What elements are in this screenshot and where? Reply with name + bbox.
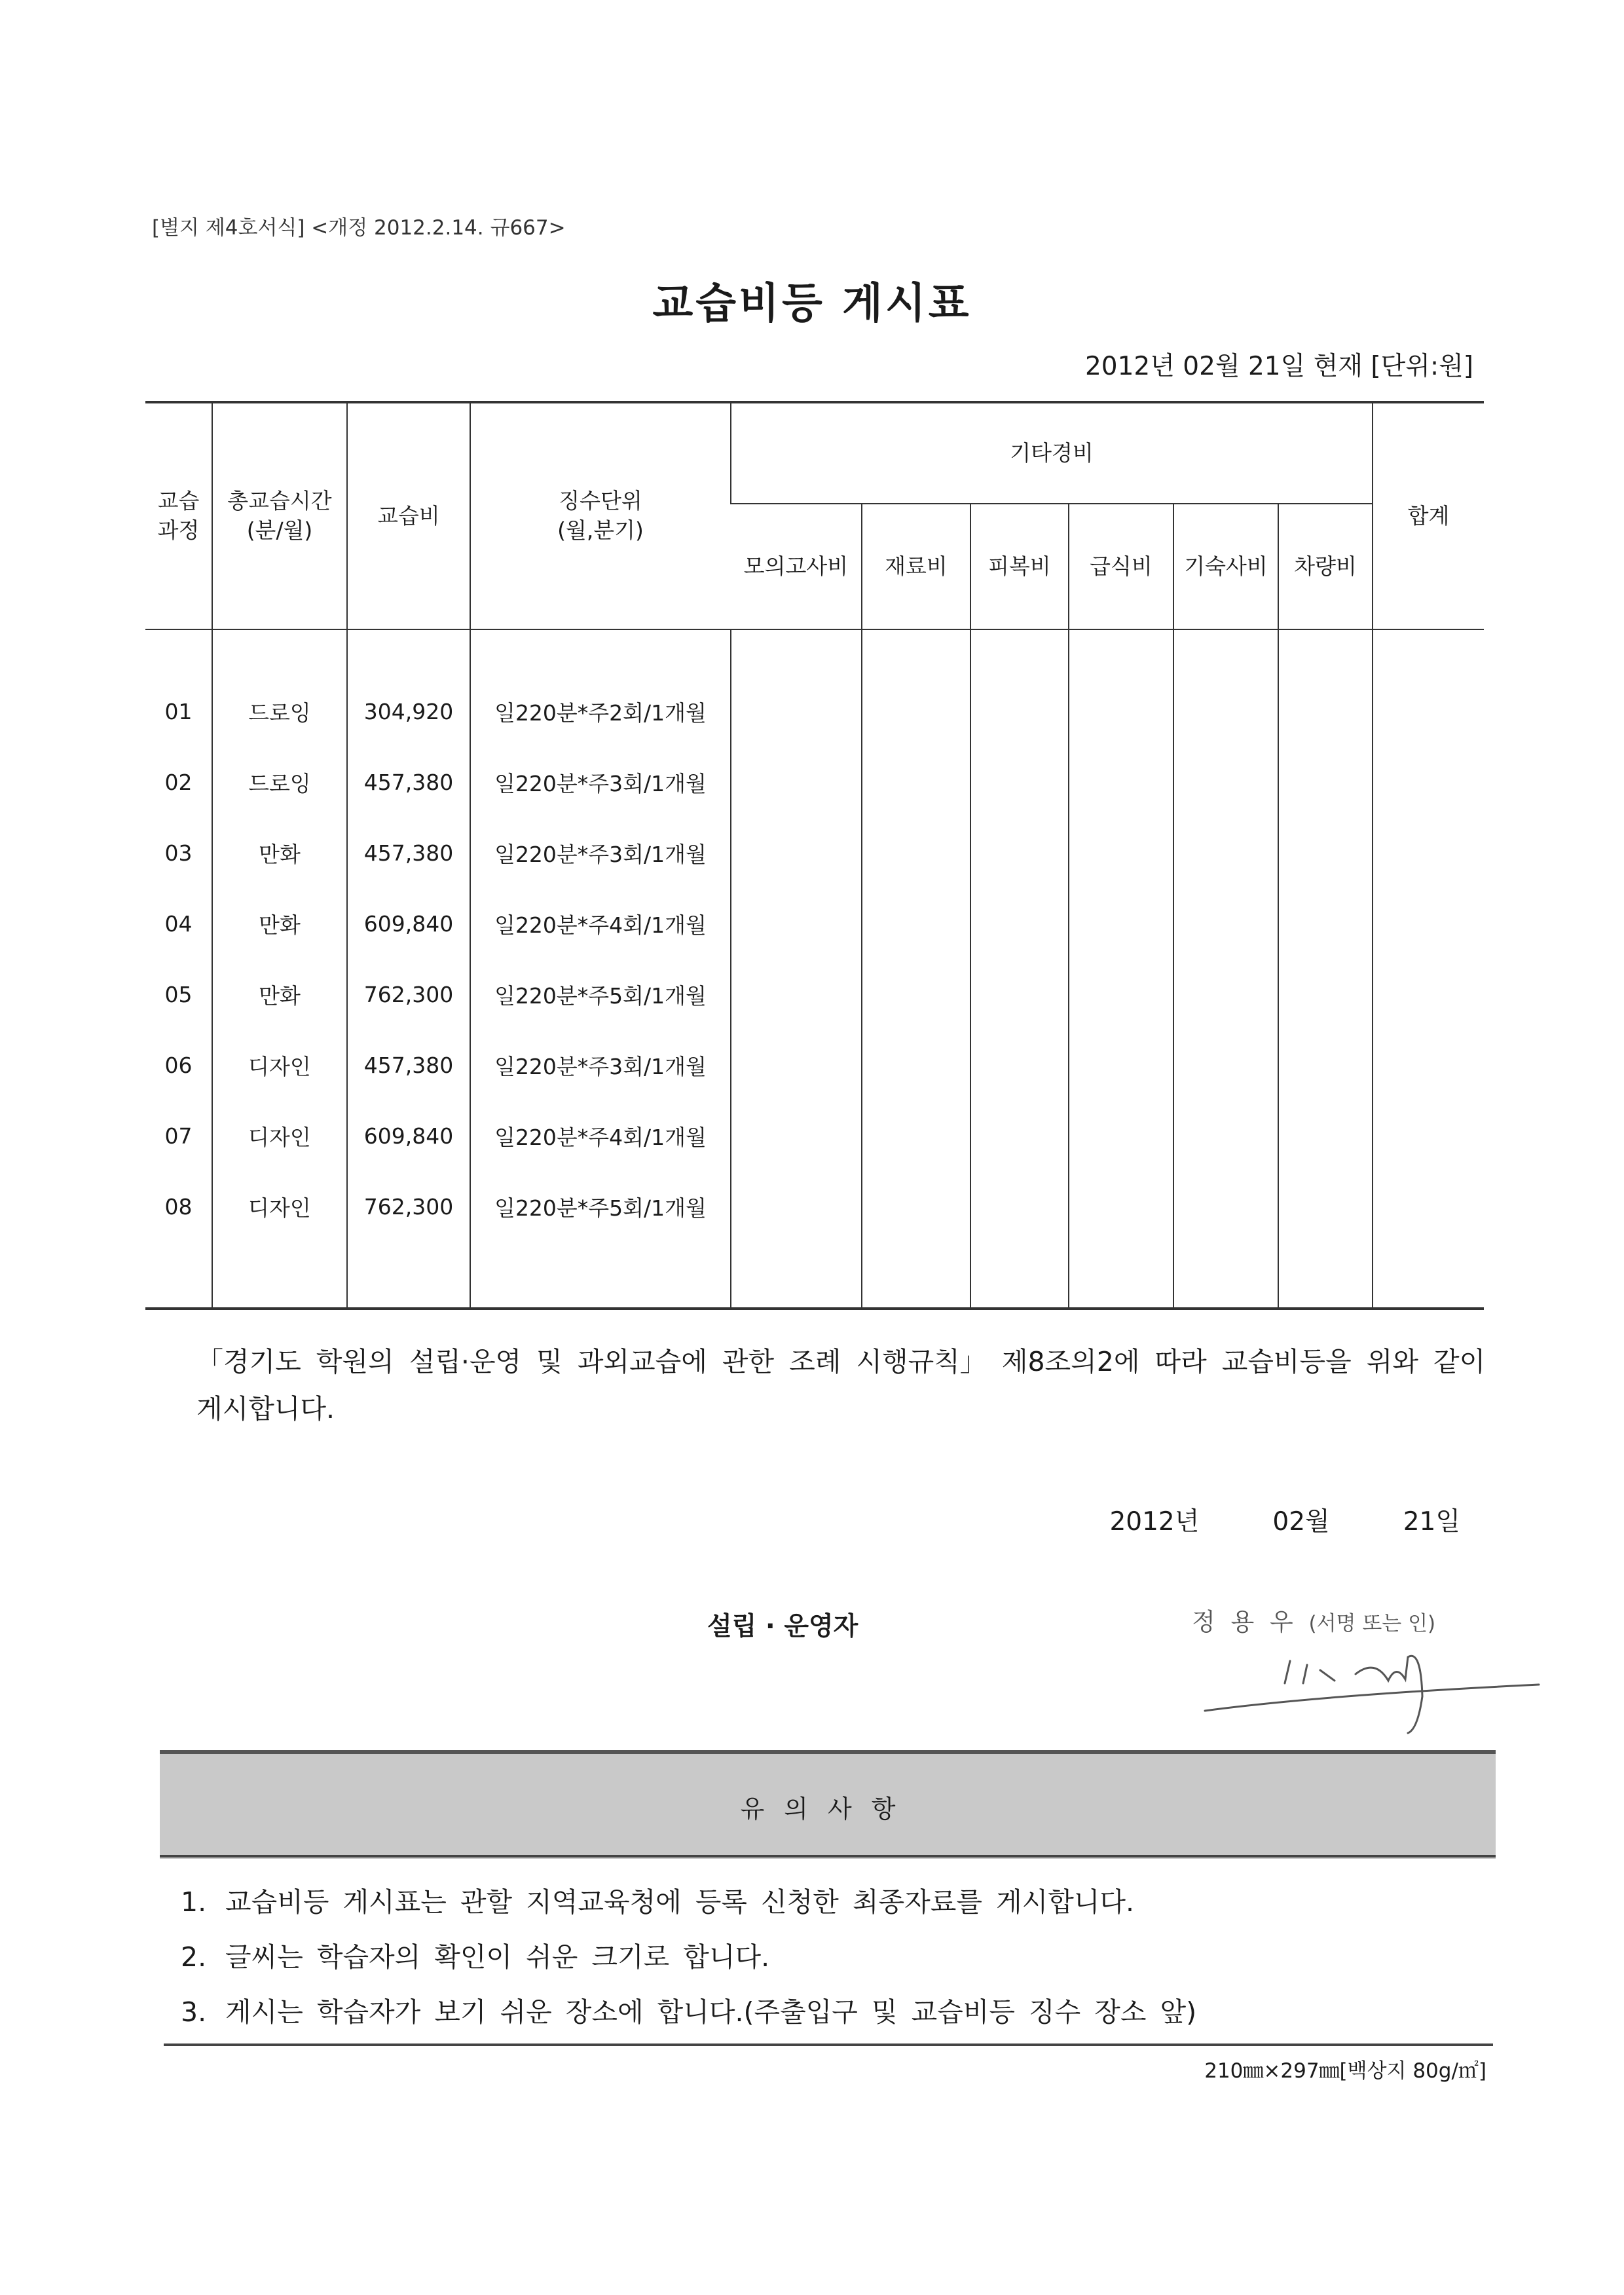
date-day: 21일	[1403, 1507, 1460, 1537]
signer-name: 정 용 우	[1192, 1608, 1297, 1636]
table-row	[145, 959, 1484, 1030]
table-row	[145, 888, 1484, 959]
posting-date	[917, 1501, 1460, 1538]
paper-spec: 210㎜×297㎜[백상지 80g/㎡]	[1204, 2059, 1486, 2083]
row-number: 04	[164, 910, 193, 937]
header-course: 교습 과정	[145, 402, 212, 629]
row-number: 02	[164, 769, 193, 795]
posting-notice: 「경기도 학원의 설립·운영 및 과외교습에 관한 조례 시행규칙」 제8조의2에 따라 교습비등을 위와 같이 게시합니다.	[196, 1346, 1486, 1425]
row-number: 06	[164, 1052, 193, 1078]
founder-label: 설립 · 운영자	[707, 1612, 858, 1641]
row-number: 08	[164, 1193, 193, 1220]
row-fee: 457,380	[347, 747, 470, 817]
row-unit: 일220분*주3회/1개월	[470, 817, 731, 888]
page-title: 교습비등 게시표	[652, 280, 972, 328]
row-fee: 762,300	[347, 959, 470, 1030]
header-materials: 재료비	[862, 504, 970, 629]
header-vehicle: 차량비	[1278, 504, 1373, 629]
row-number: 05	[164, 981, 193, 1007]
header-total-hours: 총교습시간 (분/월)	[212, 402, 347, 629]
caution-text: 교습비등 게시표는 관할 지역교육청에 등록 신청한 최종자료를 게시합니다.	[225, 1886, 1135, 1918]
caution-number: 1.	[181, 1886, 207, 1918]
row-course: 드로잉	[212, 747, 347, 817]
row-fee: 457,380	[347, 817, 470, 888]
table-row	[145, 676, 1484, 747]
header-tuition: 교습비	[347, 402, 470, 629]
table-row	[145, 1030, 1484, 1100]
caution-list	[181, 1875, 1196, 2040]
footer-divider	[164, 2043, 1493, 2046]
date-month: 02월	[1272, 1507, 1330, 1537]
table-row	[145, 747, 1484, 817]
header-clothing: 피복비	[970, 504, 1069, 629]
row-unit: 일220분*주4회/1개월	[470, 888, 731, 959]
row-fee: 304,920	[347, 676, 470, 747]
row-unit: 일220분*주5회/1개월	[470, 1171, 731, 1242]
row-course: 만화	[212, 817, 347, 888]
caution-heading: 유의사항	[160, 1750, 1496, 1859]
caution-number: 3.	[181, 1996, 207, 2028]
caution-text: 글씨는 학습자의 확인이 쉬운 크기로 합니다.	[225, 1941, 770, 1973]
fee-table	[145, 401, 1484, 1310]
header-collection-unit: 징수단위 (월,분기)	[470, 402, 731, 629]
caution-number: 2.	[181, 1941, 207, 1973]
header-mock-exam: 모의고사비	[731, 504, 862, 629]
header-meals: 급식비	[1069, 504, 1173, 629]
date-year: 2012년	[1109, 1507, 1200, 1537]
signature-mark	[1192, 1631, 1559, 1736]
row-course: 만화	[212, 888, 347, 959]
row-course: 디자인	[212, 1100, 347, 1171]
row-fee: 457,380	[347, 1030, 470, 1100]
row-course: 드로잉	[212, 676, 347, 747]
row-unit: 일220분*주5회/1개월	[470, 959, 731, 1030]
signer-hint: (서명 또는 인)	[1308, 1612, 1436, 1635]
row-number: 01	[164, 698, 193, 724]
as-of-date: 2012년 02월 21일 현재 [단위:원]	[1084, 352, 1473, 381]
caution-divider	[160, 1855, 1496, 1857]
header-other-expenses: 기타경비	[731, 402, 1373, 504]
table-row	[145, 817, 1484, 888]
form-number: [별지 제4호서식] <개정 2012.2.14. 규667>	[152, 216, 566, 240]
caution-item	[181, 1875, 1196, 1930]
row-course: 디자인	[212, 1171, 347, 1242]
caution-item	[181, 1930, 1196, 1985]
row-course: 만화	[212, 959, 347, 1030]
caution-item	[181, 1985, 1196, 2040]
row-unit: 일220분*주2회/1개월	[470, 676, 731, 747]
row-unit: 일220분*주4회/1개월	[470, 1100, 731, 1171]
table-row	[145, 1171, 1484, 1242]
header-total: 합계	[1373, 402, 1484, 629]
row-course: 디자인	[212, 1030, 347, 1100]
row-number: 03	[164, 840, 193, 866]
row-fee: 609,840	[347, 888, 470, 959]
row-unit: 일220분*주3회/1개월	[470, 1030, 731, 1100]
row-fee: 609,840	[347, 1100, 470, 1171]
row-number: 07	[164, 1123, 193, 1149]
row-unit: 일220분*주3회/1개월	[470, 747, 731, 817]
table-row	[145, 1100, 1484, 1171]
row-fee: 762,300	[347, 1171, 470, 1242]
caution-text: 게시는 학습자가 보기 쉬운 장소에 합니다.(주출입구 및 교습비등 징수 장소 앞)	[225, 1996, 1197, 2028]
header-dormitory: 기숙사비	[1173, 504, 1278, 629]
